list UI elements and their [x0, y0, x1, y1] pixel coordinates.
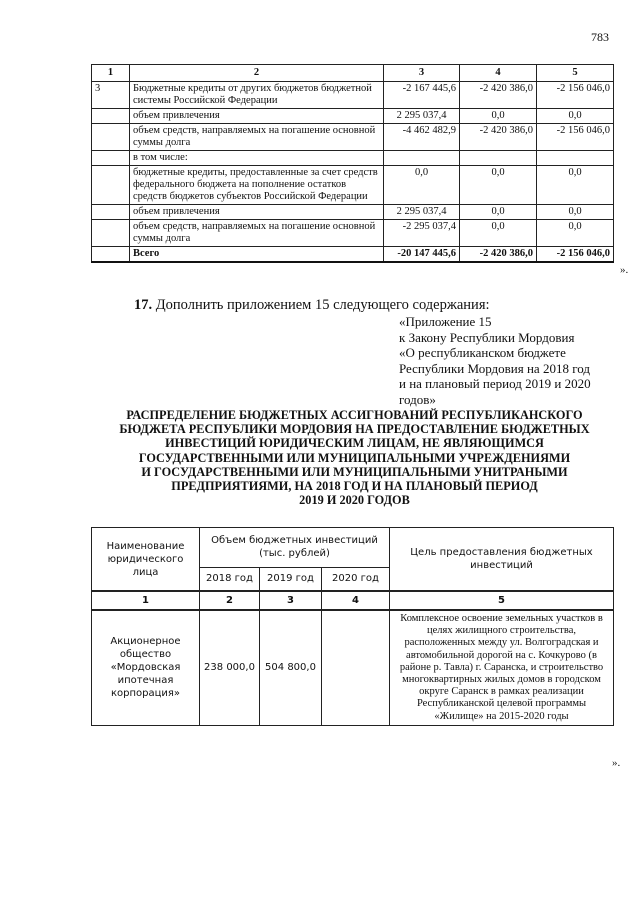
credits-table — [91, 64, 614, 263]
row-number: 3 — [92, 82, 130, 109]
table-header-row — [92, 65, 614, 82]
heading-line: 2019 И 2020 ГОДОВ — [299, 493, 410, 508]
row-label: в том числе: — [130, 151, 384, 166]
row-number — [92, 220, 130, 247]
header-legal-entity: Наименование юридического лица — [92, 528, 200, 592]
row-number — [92, 124, 130, 151]
value-2019: 0,0 — [460, 166, 537, 205]
heading-line: РАСПРЕДЕЛЕНИЕ БЮДЖЕТНЫХ АССИГНОВАНИЙ РЕСПУБЛИКАНСКОГО — [126, 408, 583, 422]
value-2019: 0,0 — [460, 109, 537, 124]
heading-line: БЮДЖЕТА РЕСПУБЛИКИ МОРДОВИЯ НА ПРЕДОСТАВЛЕНИЕ БЮДЖЕТНЫХ — [119, 422, 590, 437]
appendix-line: «О республиканском бюджете — [399, 345, 566, 360]
value-2019: 0,0 — [460, 205, 537, 220]
value-2020: 0,0 — [537, 166, 614, 205]
column-index-row — [92, 591, 614, 610]
paragraph-text: Дополнить приложением 15 следующего содержания: — [155, 297, 490, 313]
header-cell: 1 — [92, 65, 130, 82]
value-2018: -2 295 037,4 — [384, 220, 460, 247]
table-row — [92, 166, 614, 205]
value-2019: -2 420 386,0 — [460, 82, 537, 109]
page-number: 783 — [591, 30, 609, 44]
value-2019: -2 420 386,0 — [460, 124, 537, 151]
row-number — [92, 109, 130, 124]
row-label: объем средств, направляемых на погашение основной суммы долга — [130, 124, 384, 151]
appendix-reference — [399, 314, 619, 407]
value-2018: 2 295 037,4 — [384, 205, 460, 220]
row-number — [92, 205, 130, 220]
row-number — [92, 151, 130, 166]
table-row — [92, 610, 614, 725]
total-2019: -2 420 386,0 — [460, 247, 537, 263]
value-2018: -4 462 482,9 — [384, 124, 460, 151]
header-year-2018: 2018 год — [200, 567, 260, 591]
header-purpose: Цель предоставления бюджетных инвестиций — [390, 528, 614, 592]
total-2018: -20 147 445,6 — [384, 247, 460, 263]
heading-line: И ГОСУДАРСТВЕННЫМИ ИЛИ МУНИЦИПАЛЬНЫМИ УНИТРАНЫМИ — [141, 464, 568, 479]
table-row — [92, 124, 614, 151]
table-row — [92, 151, 614, 166]
index-cell: 3 — [260, 591, 322, 610]
amendment-paragraph — [134, 297, 490, 314]
table-row — [92, 205, 614, 220]
table-header-row — [92, 528, 614, 568]
header-cell: 2 — [130, 65, 384, 82]
value-2020: 0,0 — [537, 220, 614, 247]
appendix-line: и на плановый период 2019 и 2020 — [399, 376, 591, 391]
value-2018: -2 167 445,6 — [384, 82, 460, 109]
heading-line: ГОСУДАРСТВЕННЫМИ ИЛИ МУНИЦИПАЛЬНЫМИ УЧРЕЖДЕНИЯМИ — [138, 450, 571, 465]
investment-purpose: Комплексное освоение земельных участков в целях жилищного строительства, расположенных между ул. Волгоградская и автомобильной дорогой на с. Кочкурово (в районе р. Тавла) г. Саранска, и строительство многоквартирных жилых домов в городском округе Саранск в рамках реализации Республиканской целевой программы «Жилище» на 2015-2020 годы — [390, 610, 614, 725]
value-2020: -2 156 046,0 — [537, 124, 614, 151]
total-2020: -2 156 046,0 — [537, 247, 614, 263]
table-row — [92, 82, 614, 109]
value-2020: 0,0 — [537, 205, 614, 220]
appendix-line: годов» — [399, 391, 436, 407]
value-2018: 0,0 — [384, 166, 460, 205]
row-label: объем привлечения — [130, 109, 384, 124]
volume-2018: 238 000,0 — [200, 610, 260, 725]
paragraph-number: 17. — [134, 297, 153, 313]
header-investment-volume: Объем бюджетных инвестиций (тыс. рублей) — [200, 528, 390, 568]
header-cell: 4 — [460, 65, 537, 82]
closing-quote: ». — [612, 757, 621, 769]
row-label: Бюджетные кредиты от других бюджетов бюджетной системы Российской Федерации — [130, 82, 384, 109]
total-label: Всего — [130, 247, 384, 263]
appendix-line: к Закону Республики Мордовия — [399, 329, 575, 345]
header-year-2020: 2020 год — [322, 567, 390, 591]
index-cell: 4 — [322, 591, 390, 610]
index-cell: 2 — [200, 591, 260, 610]
header-cell: 3 — [384, 65, 460, 82]
heading-line: ПРЕДПРИЯТИЯМИ, НА 2018 ГОД И НА ПЛАНОВЫЙ ПЕРИОД — [171, 479, 538, 494]
value-2018: 2 295 037,4 — [384, 109, 460, 124]
investments-table — [91, 527, 614, 726]
appendix-line: «Приложение 15 — [399, 314, 492, 329]
value-2020: 0,0 — [537, 109, 614, 124]
row-number — [92, 166, 130, 205]
total-row — [92, 247, 614, 263]
legal-entity-name: Акционерное общество «Мордовская ипотечная корпорация» — [92, 610, 200, 725]
index-cell: 1 — [92, 591, 200, 610]
heading-line: ИНВЕСТИЦИЙ ЮРИДИЧЕСКИМ ЛИЦАМ, НЕ ЯВЛЯЮЩИМСЯ — [165, 436, 544, 451]
closing-quote: ». — [620, 264, 629, 276]
volume-2019: 504 800,0 — [260, 610, 322, 725]
value-2018 — [384, 151, 460, 166]
value-2019: 0,0 — [460, 220, 537, 247]
value-2020: -2 156 046,0 — [537, 82, 614, 109]
row-label: бюджетные кредиты, предоставленные за счет средств федерального бюджета на пополнение остатков средств бюджетов субъектов Российской Федерации — [130, 166, 384, 205]
value-2019 — [460, 151, 537, 166]
row-label: объем привлечения — [130, 205, 384, 220]
row-label: объем средств, направляемых на погашение основной суммы долга — [130, 220, 384, 247]
value-2020 — [537, 151, 614, 166]
header-cell: 5 — [537, 65, 614, 82]
appendix-line: Республики Мордовия на 2018 год — [399, 360, 590, 376]
table-row — [92, 220, 614, 247]
volume-2020 — [322, 610, 390, 725]
document-heading — [92, 408, 617, 507]
header-year-2019: 2019 год — [260, 567, 322, 591]
index-cell: 5 — [390, 591, 614, 610]
table-row — [92, 109, 614, 124]
